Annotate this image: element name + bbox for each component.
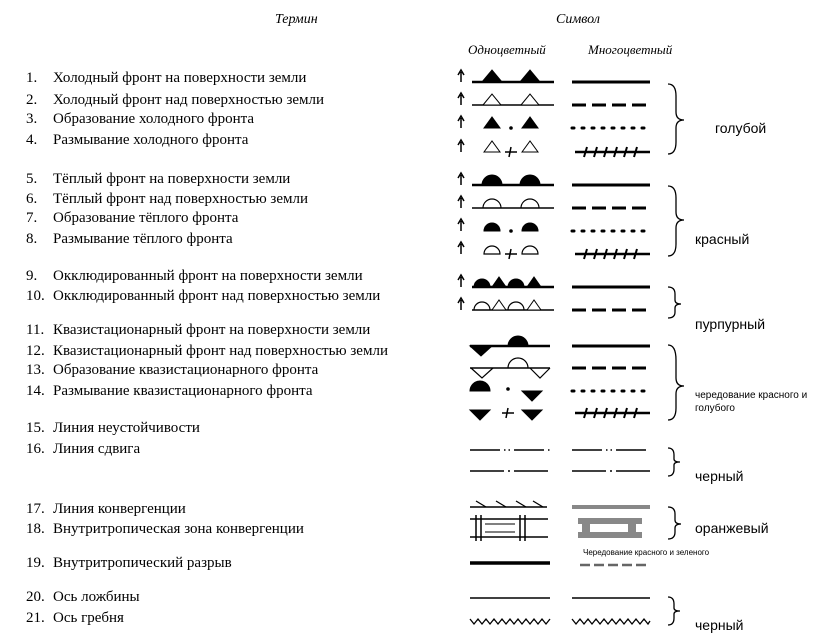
term-label: Холодный фронт на поверхности земли — [53, 70, 307, 86]
cold-frontogenesis-symbol — [458, 116, 650, 129]
term-label: Ось гребня — [53, 610, 124, 626]
cold-frontolysis-symbol — [458, 140, 650, 157]
single-color-header: Одноцветный — [468, 42, 546, 57]
term-number: 8. — [26, 231, 38, 247]
term-label: Внутритропическая зона конвергенции — [53, 521, 304, 537]
occluded-front-surface-symbol — [458, 275, 650, 287]
ridge-axis-symbol — [470, 619, 650, 624]
term-label: Образование холодного фронта — [53, 111, 255, 127]
stationary-frontolysis-symbol — [470, 402, 650, 420]
symbol-column-header: Символ — [556, 12, 600, 27]
term-label: Линия сдвига — [53, 441, 141, 457]
color-label-black-1: черный — [695, 468, 744, 484]
term-number: 17. — [26, 501, 45, 517]
term-column-header: Термин — [275, 12, 318, 27]
color-label-purple: пурпурный — [695, 316, 766, 332]
term-number: 11. — [26, 322, 45, 338]
term-number: 4. — [26, 132, 38, 148]
term-label: Квазистационарный фронт на поверхности земли — [53, 322, 371, 338]
warm-front-aloft-symbol — [458, 196, 650, 208]
occluded-front-aloft-symbol — [458, 298, 650, 310]
term-number: 13. — [26, 362, 45, 378]
term-label: Линия неустойчивости — [53, 420, 200, 436]
warm-frontolysis-symbol — [458, 242, 650, 259]
term-label: Размывание тёплого фронта — [53, 231, 233, 247]
stationary-front-aloft-symbol — [470, 358, 650, 378]
term-number: 16. — [26, 441, 45, 457]
term-label: Образование тёплого фронта — [53, 210, 239, 226]
term-number: 5. — [26, 171, 38, 187]
term-label: Внутритропический разрыв — [53, 555, 232, 571]
term-number: 21. — [26, 610, 45, 626]
convergence-line-symbol — [470, 501, 650, 507]
term-label: Окклюдированный фронт на поверхности земли — [53, 268, 363, 284]
term-label: Линия конвергенции — [53, 501, 186, 517]
term-label: Образование квазистационарного фронта — [53, 362, 319, 378]
term-label: Размывание холодного фронта — [53, 132, 249, 148]
multi-color-header: Многоцветный — [588, 42, 673, 57]
term-number: 15. — [26, 420, 45, 436]
stationary-front-surface-symbol — [470, 336, 650, 356]
term-number: 10. — [26, 288, 45, 304]
term-label: Тёплый фронт на поверхности земли — [53, 171, 291, 187]
term-number: 18. — [26, 521, 45, 537]
term-number: 19. — [26, 555, 45, 571]
group-braces — [668, 84, 684, 625]
color-label-red: красный — [695, 231, 750, 247]
term-number: 1. — [26, 70, 38, 86]
term-number: 14. — [26, 383, 45, 399]
term-number: 7. — [26, 210, 38, 226]
term-number: 2. — [26, 92, 38, 108]
term-label: Ось ложбины — [53, 589, 140, 605]
term-label: Окклюдированный фронт над поверхностью земли — [53, 288, 381, 304]
color-label-orange: оранжевый — [695, 520, 769, 536]
term-number: 3. — [26, 111, 38, 127]
term-label: Тёплый фронт над поверхностью земли — [53, 191, 308, 207]
itd-alternation-note: Чередование красного и зеленого — [583, 548, 710, 557]
color-label-alternating: чередование красного и голубого — [695, 390, 808, 414]
term-number: 9. — [26, 268, 38, 284]
itcz-symbol — [470, 515, 642, 541]
itd-symbol — [470, 563, 650, 565]
term-label: Размывание квазистационарного фронта — [53, 383, 313, 399]
warm-front-surface-symbol — [458, 173, 650, 185]
cold-front-surface-symbol — [458, 70, 650, 82]
cold-front-aloft-symbol — [458, 93, 650, 105]
term-label: Холодный фронт над поверхностью земли — [53, 92, 325, 108]
warm-frontogenesis-symbol — [458, 219, 650, 232]
term-number: 12. — [26, 343, 45, 359]
term-number: 6. — [26, 191, 38, 207]
stationary-frontogenesis-symbol — [470, 381, 650, 401]
color-label-blue: голубой — [715, 120, 767, 136]
term-number: 20. — [26, 589, 45, 605]
color-label-black-2: черный — [695, 617, 744, 633]
term-label: Квазистационарный фронт над поверхностью земли — [53, 343, 388, 359]
